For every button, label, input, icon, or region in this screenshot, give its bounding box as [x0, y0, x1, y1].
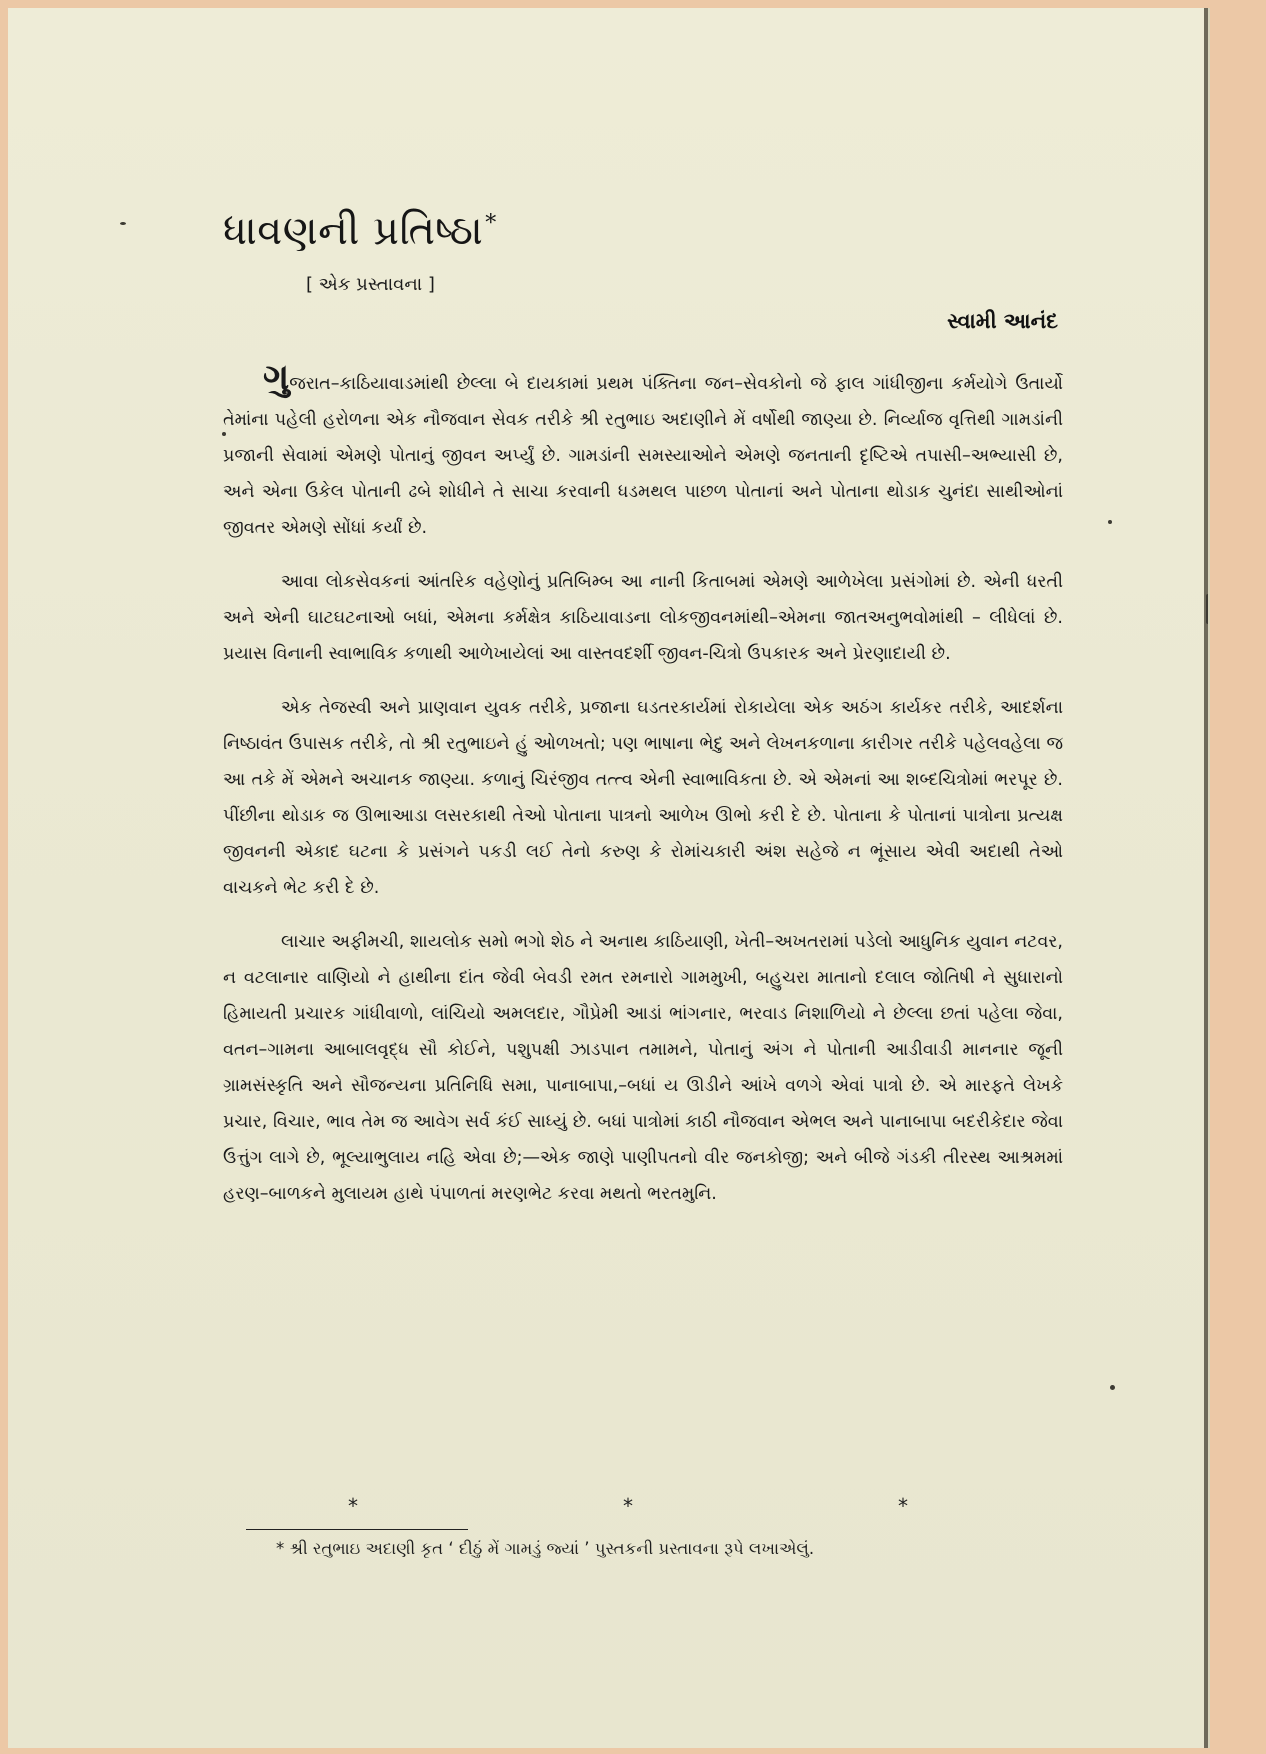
ink-speck	[1206, 594, 1208, 624]
ink-speck	[1110, 1385, 1115, 1390]
paragraph-2: આવા લોકસેવકનાં આંતરિક વહેણોનું પ્રતિબિમ્બ આ નાની કિતાબમાં એમણે આળેખેલા પ્રસંગોમાં છે. એની ધરતી અને એની ઘાટઘટનાઓ બધાં, એમના કર્મક્ષેત્ર કાઠિયાવાડના લોકજીવનમાંથી–એમના જાતઅનુભવોમાંથી – લીધેલાં છે. પ્રયાસ વિનાની સ્વાભાવિક કળાથી આળેખાયેલાં આ વાસ્તવદર્શી જીવન-ચિત્રો ઉપકારક અને પ્રેરણાદાયી છે.	[223, 572, 1063, 664]
title-footnote-mark: *	[485, 210, 497, 236]
paragraph-3: એક તેજસ્વી અને પ્રાણવાન યુવક તરીકે, પ્રજાના ઘડતરકાર્યમાં રોકાયેલા એક અઠંગ કાર્યકર તરીકે, આદર્શના નિષ્ઠાવંત ઉપાસક તરીકે, તો શ્રી રતુભાઇને હું ઓળખતો; પણ ભાષાના ભેદુ અને લેખનકળાના કારીગર તરીકે પહેલવહેલા જ આ તકે મેં એમને અચાનક જાણ્યા. કળાનું ચિરંજીવ તત્ત્વ એની સ્વાભાવિકતા છે. એ એમનાં આ શબ્દચિત્રોમાં ભરપૂર છે. પીંછીના થોડાક જ ઊભાઆડા લસરકાથી તેઓ પોતાના પાત્રનો આળેખ ઊભો કરી દે છે. પોતાના કે પોતાનાં પાત્રોના પ્રત્યક્ષ જીવનની એકાદ ઘટના કે પ્રસંગને પકડી લઈ તેનો કરુણ કે રોમાંચકારી અંશ સહેજે ન ભૂંસાય એવી અદાથી તેઓ વાચકને ભેટ કરી દે છે.	[223, 698, 1063, 898]
document-page	[8, 8, 1208, 1748]
ink-speck	[1108, 520, 1112, 524]
page-title	[223, 208, 497, 254]
paragraph-4: લાચાર અફીમચી, શાયલોક સમો ભગો શેઠ ને અનાથ કાઠિયાણી, ખેતી–અખતરામાં પડેલો આધુનિક યુવાન નટવર, ન વટલાનાર વાણિયો ને હાથીના દાંત જેવી બેવડી રમત રમનારો ગામમુખી, બહુચરા માતાનો દલાલ જોતિષી ને સુધારાનો હિમાયતી પ્રચારક ગાંધીવાળો, લાંચિયો અમલદાર, ગૌપ્રેમી આડાં ભાંગનાર, ભરવાડ નિશાળિયો ને છેલ્લા છતાં પહેલા જેવા, વતન–ગામના આબાલવૃદ્ધ સૌ કોઈને, પશુપક્ષી ઝાડપાન તમામને, પોતાનું અંગ ને પોતાની આડીવાડી માનનાર જૂની ગ્રામસંસ્કૃતિ અને સૌજન્યના પ્રતિનિધિ સમા, પાનાબાપા,–બધાં ય ઊડીને આંખે વળગે એવાં પાત્રો છે. એ મારફતે લેખકે પ્રચાર, વિચાર, ભાવ તેમ જ આવેગ સર્વ કંઈ સાધ્યું છે. બધાં પાત્રોમાં કાઠી નૌજવાન એભલ અને પાનાબાપા બદરીકેદાર જેવા ઉત્તુંગ લાગે છે, ભૂલ્યાભુલાય નહિ એવા છે;—એક જાણે પાણીપતનો વીર જનકોજી; અને બીજે ગંડકી તીરસ્થ આશ્રમમાં હરણ–બાળકને મુલાયમ હાથે પંપાળતાં મરણભેટ કરવા મથતો ભરતમુનિ.	[223, 932, 1063, 1204]
footnote-rule	[246, 1529, 468, 1530]
separator-star: *	[623, 1494, 633, 1518]
article-body	[223, 356, 1063, 1230]
ink-speck	[120, 222, 126, 225]
section-separator	[348, 1494, 908, 1518]
title-text: ધાવણની પ્રતિષ્ઠા	[223, 208, 484, 254]
separator-star: *	[348, 1494, 358, 1518]
scan-edge	[1204, 8, 1208, 1748]
subtitle: [ એક પ્રસ્તાવના ]	[306, 274, 435, 295]
footnote: * શ્રી રતુભાઇ અદાણી કૃત ‘ દીઠું મેં ગામડું જ્યાં ’ પુસ્તકની પ્રસ્તાવના રૂપે લખાએલું.	[276, 1539, 815, 1558]
author-name: સ્વામી આનંદ	[947, 309, 1058, 333]
paragraph-1	[223, 356, 1063, 546]
paragraph-1-text: જરાત–કાઠિયાવાડમાંથી છેલ્લા બે દાયકામાં પ્રથમ પંક્તિના જન–સેવકોનો જે ફાલ ગાંધીજીના કર્મયોગે ઉતાર્યો તેમાંના પહેલી હરોળના એક નૌજવાન સેવક તરીકે શ્રી રતુભાઇ અદાણીને મેં વર્ષોથી જાણ્યા છે. નિર્વ્યાજ વૃત્તિથી ગામડાંની પ્રજાની સેવામાં એમણે પોતાનું જીવન અર્પ્યું છે. ગામડાંની સમસ્યાઓને એમણે જનતાની દૃષ્ટિએ તપાસી–અભ્યાસી છે, અને એના ઉકેલ પોતાની ઢબે શોધીને તે સાચા કરવાની ધડમથલ પાછળ પોતાનાં અને પોતાના થોડાક ચુનંદા સાથીઓનાં જીવતર એમણે સોંધાં કર્યાં છે.	[223, 374, 1063, 538]
ink-speck	[222, 432, 226, 436]
separator-star: *	[898, 1494, 908, 1518]
dropcap: ગુ	[263, 356, 290, 398]
